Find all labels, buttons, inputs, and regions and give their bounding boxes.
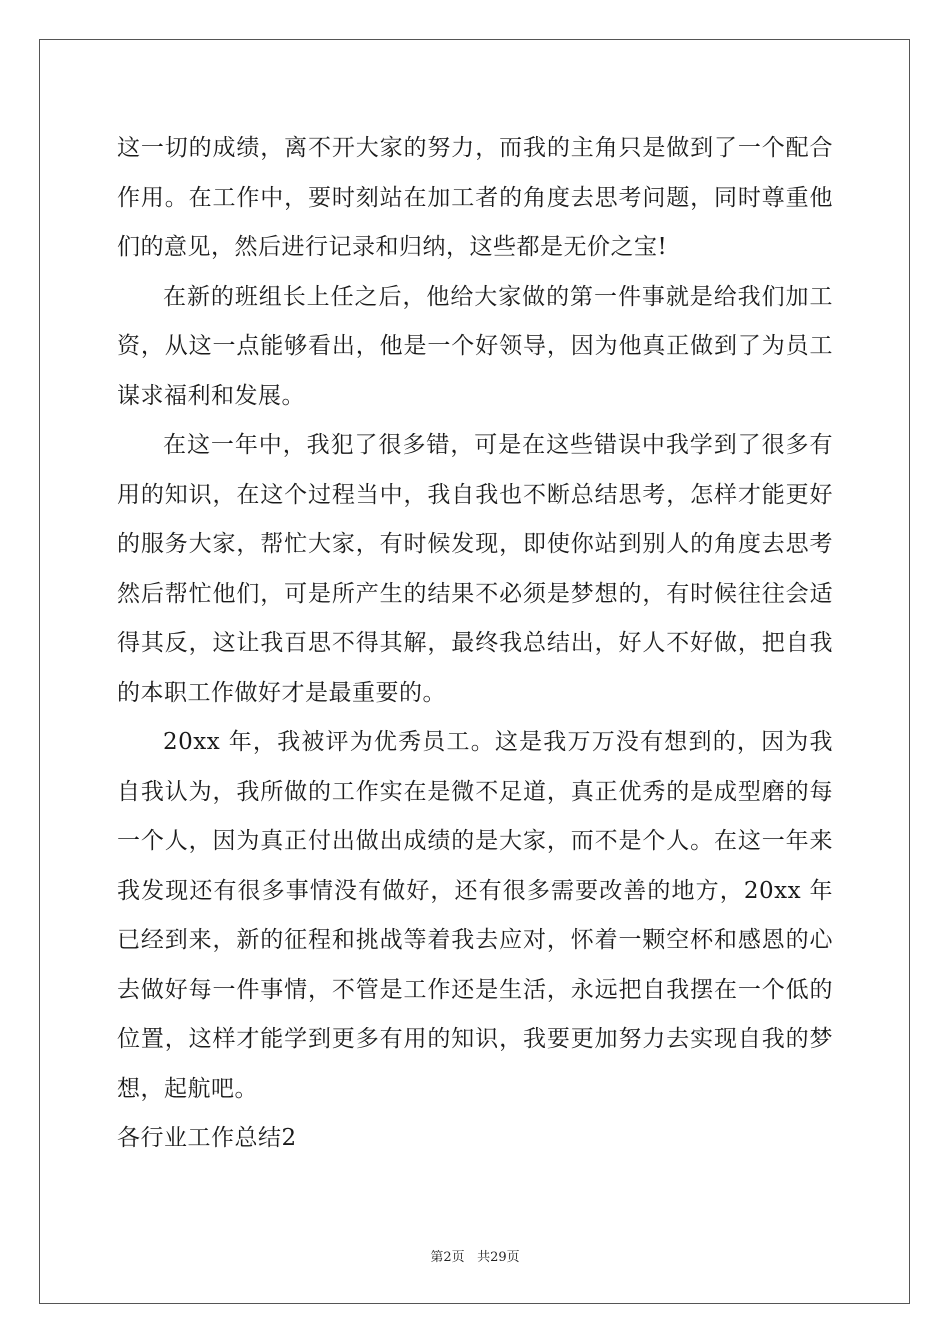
footer-total-label: 共 (477, 1250, 491, 1265)
paragraph-3: 在这一年中，我犯了很多错，可是在这些错误中我学到了很多有用的知识，在这个过程当中，我自我也不断总结思考，怎样才能更好的服务大家，帮忙大家，有时候发现，即使你站到别人的角度去思考然后帮忙他们，可是所产生的结果不必须是梦想的，有时候往往会适得其反，这让我百思不得其解，最终我总结出，好人不好做，把自我的本职工作做好才是最重要的。 (117, 432, 833, 706)
footer-page-number: 2 (443, 1250, 452, 1265)
paragraph-1: 这一切的成绩，离不开大家的努力，而我的主角只是做到了一个配合作用。在工作中，要时刻站在加工者的角度去思考问题，同时尊重他们的意见，然后进行记录和归纳，这些都是无价之宝! (117, 135, 833, 260)
section-heading: 各行业工作总结2 (117, 1125, 297, 1151)
document-body (117, 124, 833, 1164)
page-footer (0, 1246, 950, 1265)
paragraph-2: 在新的班组长上任之后，他给大家做的第一件事就是给我们加工资，从这一点能够看出，他是一个好领导，因为他真正做到了为员工谋求福利和发展。 (117, 283, 833, 409)
footer-total-pages: 29 (490, 1250, 507, 1265)
footer-page-label: 第 (430, 1250, 444, 1265)
footer-total-unit: 页 (506, 1250, 520, 1265)
footer-page-unit: 页 (451, 1250, 465, 1265)
paragraph-4: 20xx 年，我被评为优秀员工。这是我万万没有想到的，因为我自我认为，我所做的工作实在是微不足道，真正优秀的是成型磨的每一个人，因为真正付出做出成绩的是大家，而不是个人。在这一年来我发现还有很多事情没有做好，还有很多需要改善的地方，20xx 年已经到来，新的征程和挑战等着我去应对，怀着一颗空杯和感恩的心去做好每一件事情，不管是工作还是生活，永远把自我摆在一个低的位置，这样才能学到更多有用的知识，我要更加努力去实现自我的梦想，起航吧。 (117, 729, 833, 1102)
